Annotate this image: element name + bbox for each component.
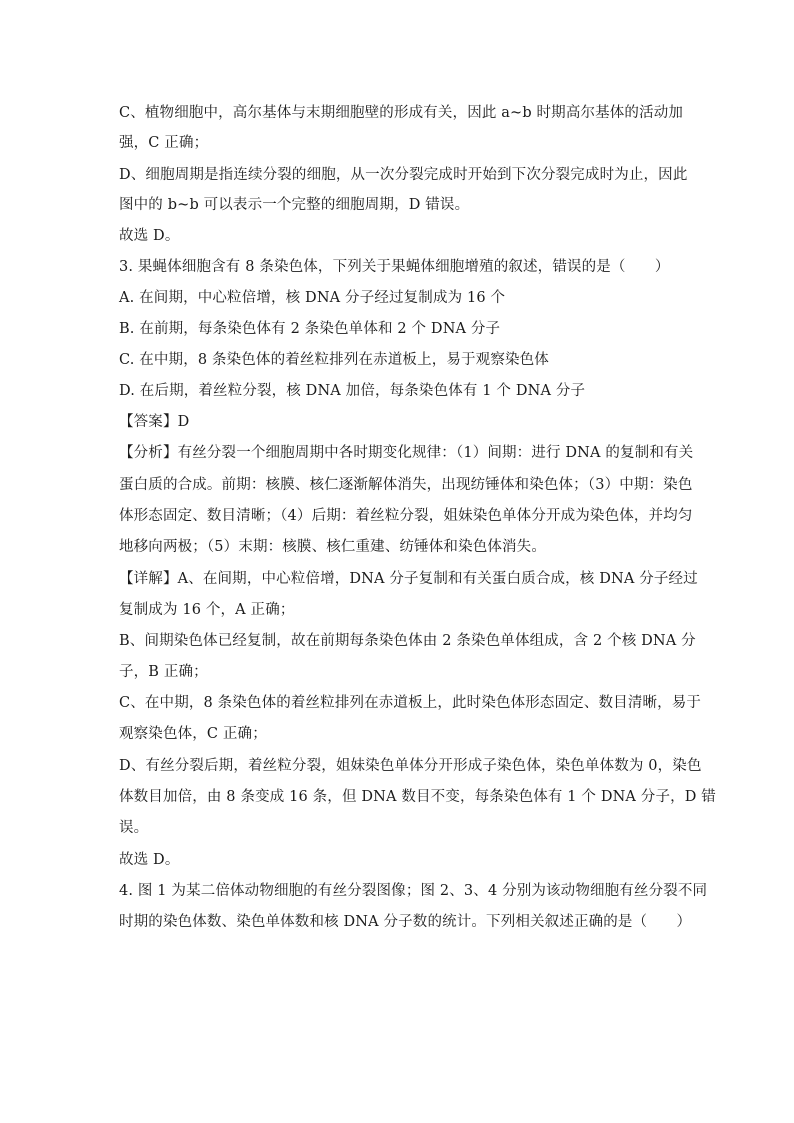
detail-line-8: 体数目加倍，由 8 条变成 16 条，但 DNA 数目不变，每条染色体有 1 个 DNA 分子，D 错 [119,789,716,805]
detail-line-5: C、在中期，8 条染色体的着丝粒排列在赤道板上，此时染色体形态固定、数目清晰，易于 [119,695,702,711]
text-line-c-golgi: C、植物细胞中，高尔基体与末期细胞壁的形成有关，因此 a~b 时期高尔基体的活动加 [119,105,684,121]
analysis-line-3: 体形态固定、数目清晰；（4）后期：着丝粒分裂，姐妹染色单体分开成为染色体，并均匀 [119,508,693,524]
text-line-d-cell-cycle: D、细胞周期是指连续分裂的细胞，从一次分裂完成时开始到下次分裂完成时为止，因此 [119,167,688,183]
detail-line-1: 【详解】A、在间期，中心粒倍增，DNA 分子复制和有关蛋白质合成，核 DNA 分子经过 [119,571,698,587]
detail-line-2: 复制成为 16 个，A 正确； [119,602,295,618]
text-line-d-wrong: 图中的 b~b 可以表示一个完整的细胞周期，D 错误。 [119,197,470,213]
question-3-option-c: C. 在中期，8 条染色体的着丝粒排列在赤道板上，易于观察染色体 [119,352,549,368]
analysis-line-4: 地移向两极；（5）末期：核膜、核仁重建、纺锤体和染色体消失。 [119,539,546,555]
detail-line-4: 子，B 正确； [119,664,208,680]
question-3-option-d: D. 在后期，着丝粒分裂，核 DNA 加倍，每条染色体有 1 个 DNA 分子 [119,383,586,399]
detail-line-3: B、间期染色体已经复制，故在前期每条染色体由 2 条染色单体组成，含 2 个核 DNA 分 [119,633,696,649]
question-3-option-a: A. 在间期，中心粒倍增，核 DNA 分子经过复制成为 16 个 [119,290,506,306]
question-4-stem-line-1: 4. 图 1 为某二倍体动物细胞的有丝分裂图像；图 2、3、4 分别为该动物细胞有丝分裂不同 [119,883,708,899]
analysis-line-2: 蛋白质的合成。前期：核膜、核仁逐渐解体消失，出现纺锤体和染色体；（3）中期：染色 [119,477,693,493]
answer-label: 【答案】D [119,414,190,430]
detail-line-6: 观察染色体，C 正确； [119,726,267,742]
detail-line-9: 误。 [119,820,149,836]
analysis-line-1: 【分析】有丝分裂一个细胞周期中各时期变化规律：（1）间期：进行 DNA 的复制和有关 [119,445,694,461]
detail-choose-d: 故选 D。 [119,852,180,868]
question-3-option-b: B. 在前期，每条染色体有 2 条染色单体和 2 个 DNA 分子 [119,321,501,337]
text-line-choose-d: 故选 D。 [119,228,180,244]
detail-line-7: D、有丝分裂后期，着丝粒分裂，姐妹染色单体分开形成子染色体，染色单体数为 0，染色 [119,758,702,774]
text-line-c-correct: 强，C 正确； [119,135,209,151]
question-3-stem: 3. 果蝇体细胞含有 8 条染色体，下列关于果蝇体细胞增殖的叙述，错误的是（ ） [119,259,670,275]
question-4-stem-line-2: 时期的染色体数、染色单体数和核 DNA 分子数的统计。下列相关叙述正确的是（ ） [119,914,692,930]
